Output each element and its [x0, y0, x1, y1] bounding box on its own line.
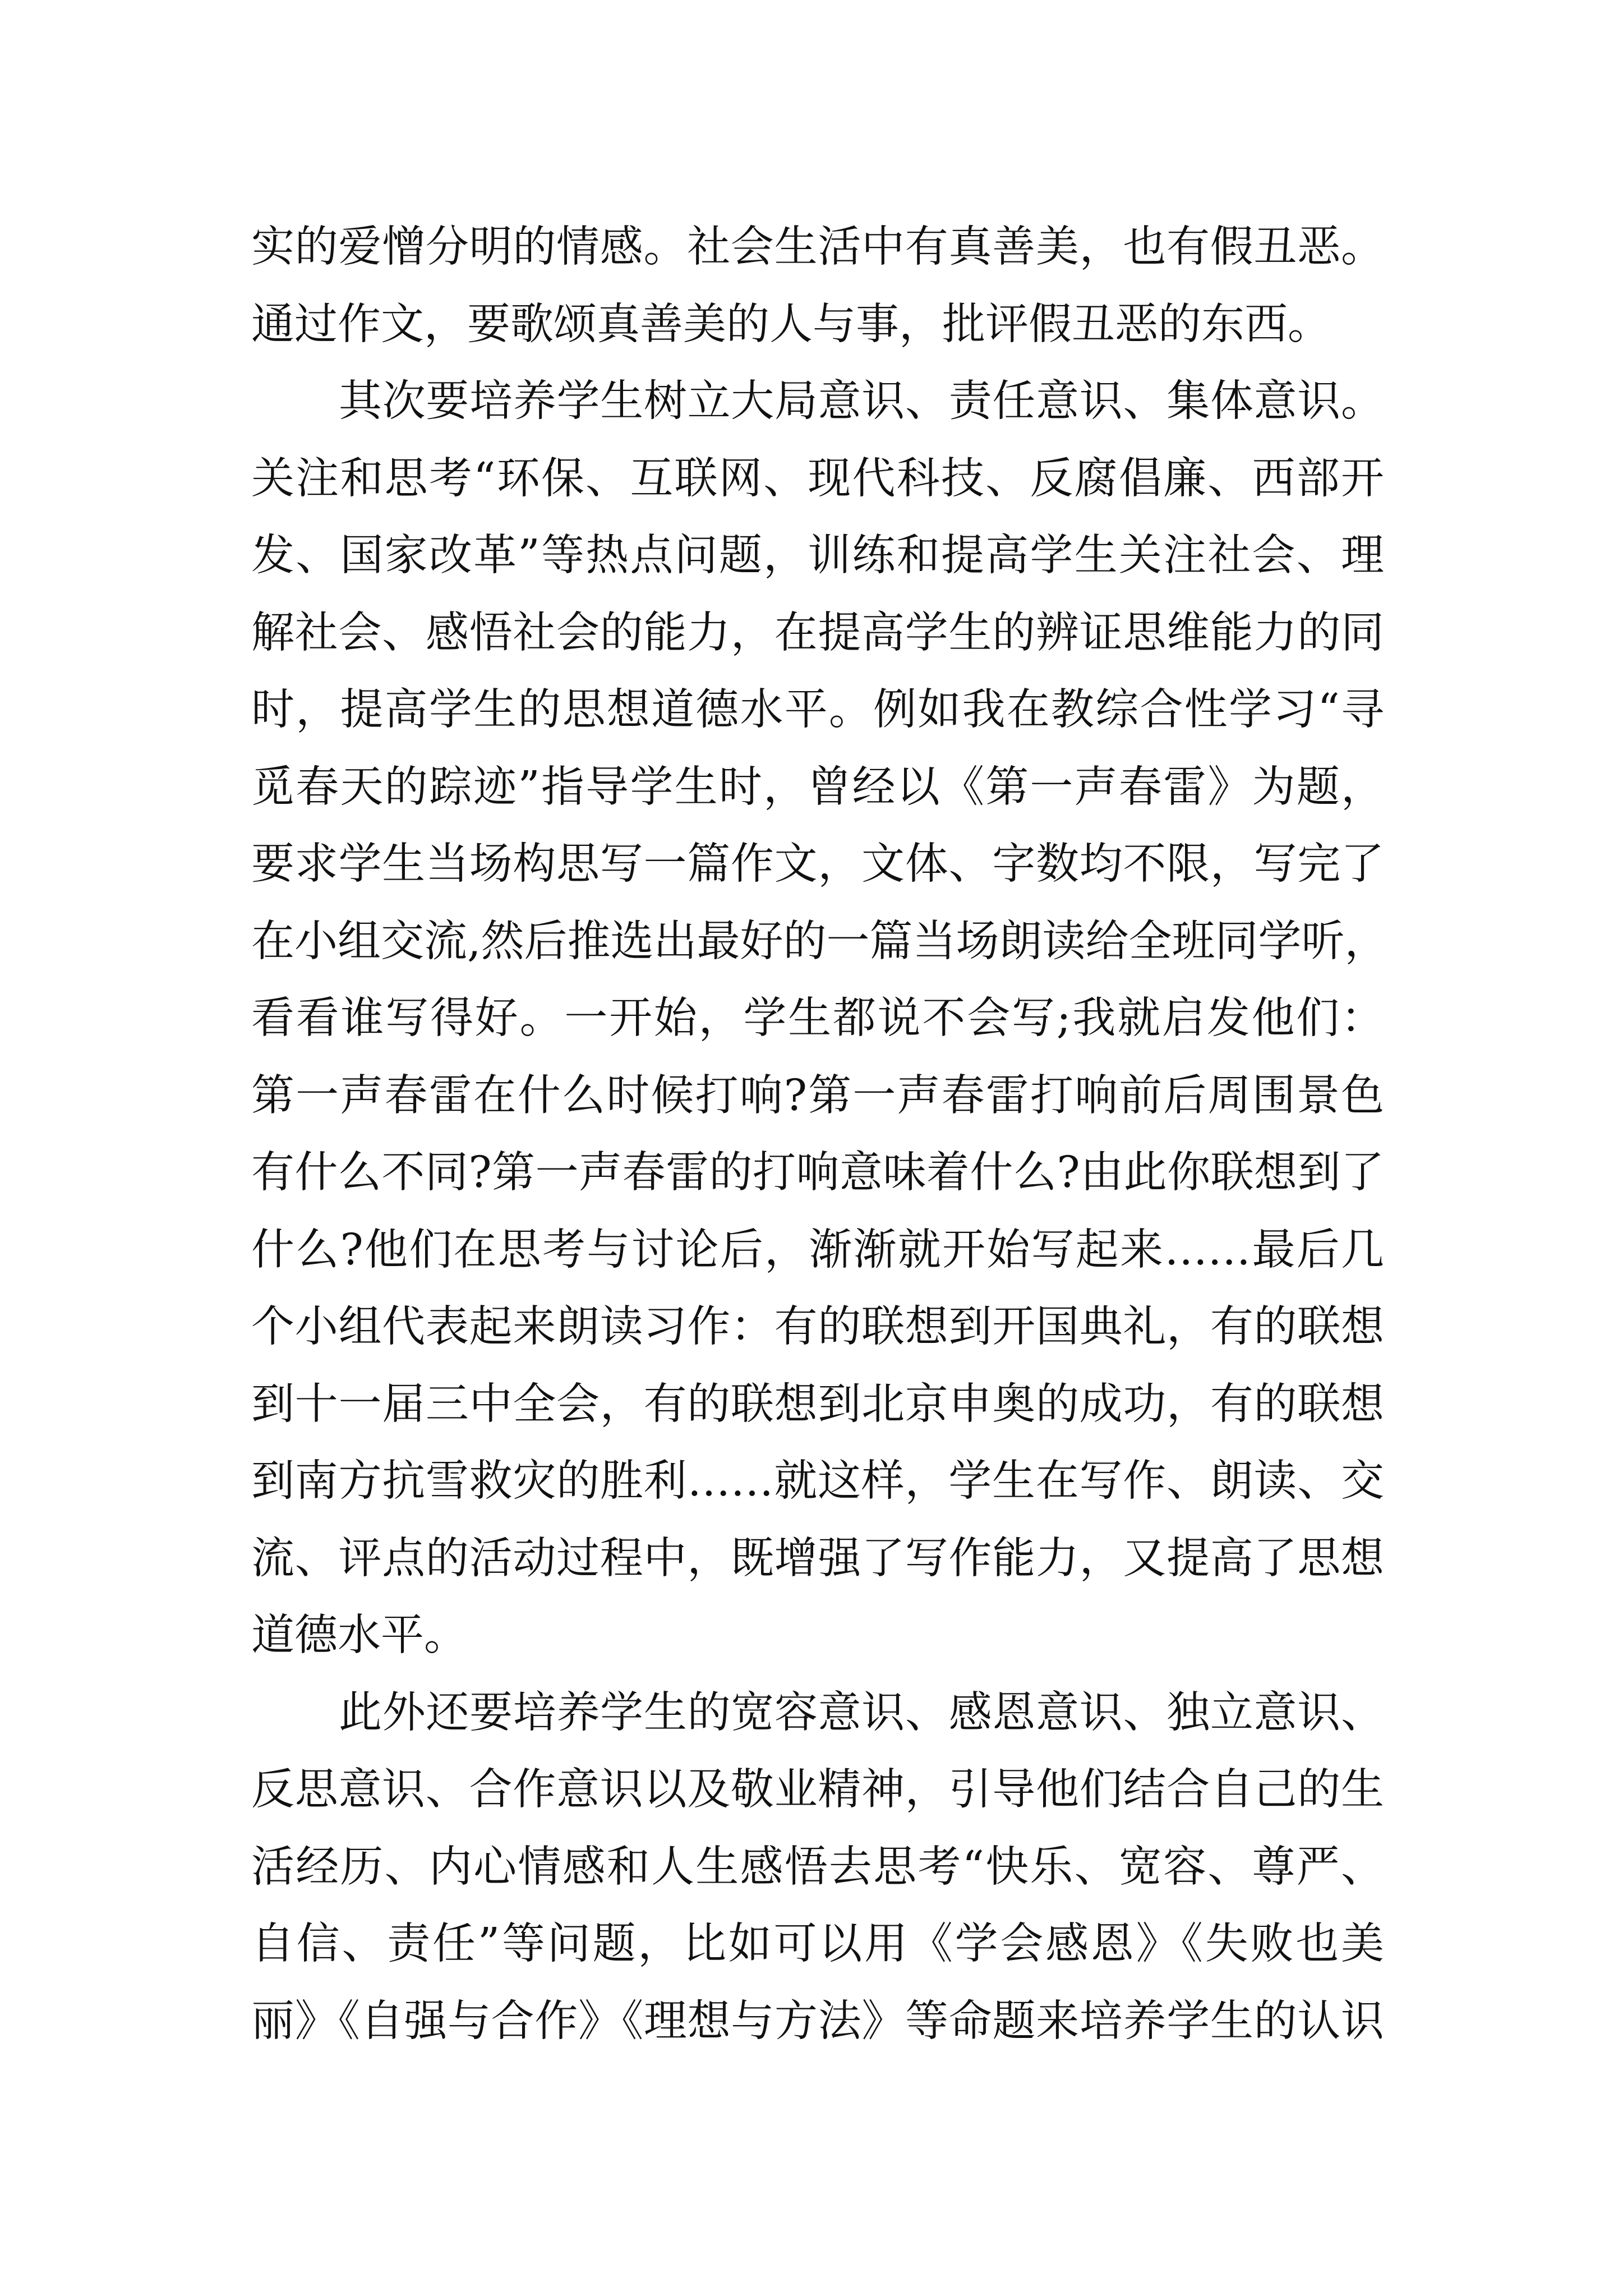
text-line: 道德水平。 [251, 1611, 467, 1660]
text-line: 流、评点的活动过程中，既增强了写作能力，又提高了思想 [251, 1533, 1384, 1584]
text-line: 在小组交流,然后推选出最好的一篇当场朗读给全班同学听， [251, 916, 1388, 967]
text-line: 觅春天的踪迹”指导学生时，曾经以《第一声春雷》为题， [251, 762, 1384, 812]
text-line: 活经历、内心情感和人生感悟去思考“快乐、宽容、尊严、 [251, 1842, 1384, 1892]
text-line: 时，提高学生的思想道德水平。例如我在教综合性学习“寻 [251, 685, 1384, 735]
text-line: 看看谁写得好。一开始，学生都说不会写;我就启发他们： [251, 993, 1384, 1043]
text-line: 什么?他们在思考与讨论后，渐渐就开始写起来……最后几 [251, 1225, 1384, 1275]
text-line: 丽》《自强与合作》《理想与方法》等命题来培养学生的认识 [251, 1996, 1384, 2046]
text-line: 发、国家改革”等热点问题，训练和提高学生关注社会、理 [251, 531, 1384, 581]
text-line: 自信、责任”等问题，比如可以用《学会感恩》《失败也美 [251, 1919, 1384, 1969]
text-line: 到十一届三中全会，有的联想到北京申奥的成功，有的联想 [251, 1379, 1384, 1429]
text-line: 要求学生当场构思写一篇作文，文体、字数均不限，写完了 [251, 839, 1384, 889]
text-line: 第一声春雷在什么时候打响?第一声春雷打响前后周围景色 [251, 1070, 1384, 1121]
body-text [251, 209, 1388, 2060]
text-line: 反思意识、合作意识以及敬业精神，引导他们结合自己的生 [251, 1765, 1384, 1815]
text-line: 个小组代表起来朗读习作：有的联想到开国典礼，有的联想 [251, 1302, 1384, 1352]
paragraph-first-line: 其次要培养学生树立大局意识、责任意识、集体意识。 [339, 376, 1384, 426]
text-line: 到南方抗雪救灾的胜利……就这样，学生在写作、朗读、交 [251, 1456, 1384, 1506]
text-line: 实的爱憎分明的情感。社会生活中有真善美，也有假丑恶。 [251, 222, 1384, 272]
text-line: 有什么不同?第一声春雷的打响意味着什么?由此你联想到了 [251, 1148, 1384, 1198]
text-line: 关注和思考“环保、互联网、现代科技、反腐倡廉、西部开 [251, 453, 1384, 504]
paragraph-first-line: 此外还要培养学生的宽容意识、感恩意识、独立意识、 [339, 1687, 1384, 1738]
text-line: 解社会、感悟社会的能力，在提高学生的辨证思维能力的同 [251, 608, 1384, 658]
text-line: 通过作文，要歌颂真善美的人与事，批评假丑恶的东西。 [251, 299, 1331, 349]
